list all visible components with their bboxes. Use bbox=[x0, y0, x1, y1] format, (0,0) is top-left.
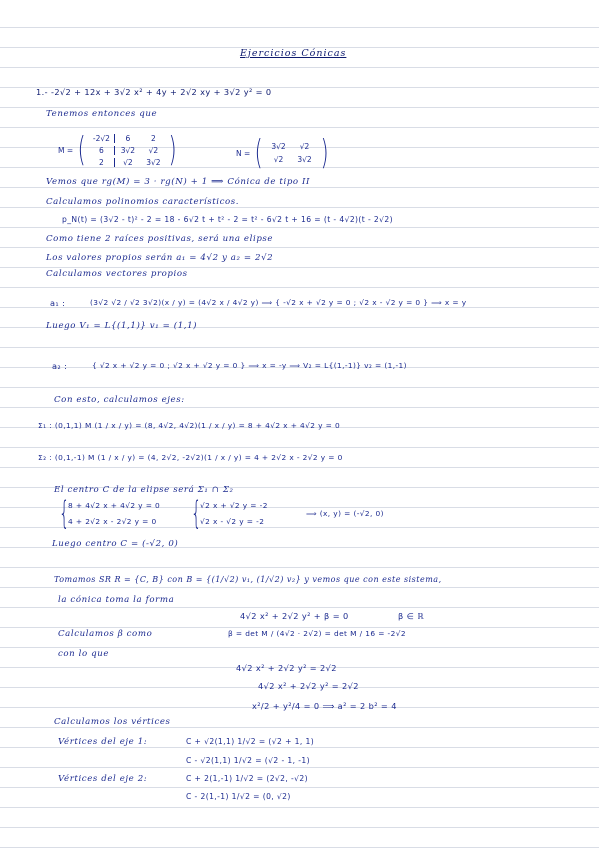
vertices-axis-2-label: Vértices del eje 2: bbox=[58, 774, 148, 784]
text-con-lo-que: con lo que bbox=[58, 649, 110, 659]
matrix-n-label: N = bbox=[236, 148, 251, 158]
matrix-cell: 6 bbox=[99, 145, 104, 155]
vertex-1b: C - √2(1,1) 1/√2 = (√2 - 1, -1) bbox=[186, 756, 310, 765]
equation-step-2: 4√2 x² + 2√2 y² = 2√2 bbox=[258, 681, 359, 691]
notebook-page: Ejercicios Cónicas 1.- -2√2 + 12x + 3√2 x² + 4y + 2√2 xy + 3√2 y² = 0 Tenemos entonces que M = ( -2√2 6 2 6 3√2 √2 2 √2 3√2 ) N = ( 3√2 √2 √2 3√2 ) Vemos que rg(M) = 3 · rg(N) + 1 ⟹ Cónica de tipo II Calculamos polinomios característicos. p_N(t) = (3√2 - t)² - 2 = 18 - 6√2 t + t² - 2 = t² - 6√2 t + 16 = (t - 4√2)(t - 2√2) Como tiene 2 raíces positivas, será una elipse Los valores propios serán a₁ = 4√2 y a₂ = 2√2 Calculamos vectores propios a₁ : (3√2 √2 / √2 3√2)(x / y) = (4√2 x / 4√2 y) ⟹ { -√2 x + √2 y = 0 ; √2 x - √2 y = 0 } ⟹ x = y Luego V₁ = L{(1,1)} v₁ = (1,1) a₂ : { √2 x + √2 y = 0 ; √2 x + √2 y = 0 } ⟹ x = -y ⟹ V₂ = L{(1,-1)} v₂ = (1,-1) Con esto, calculamos ejes: Σ₁ : (0,1,1) M (1 / x / y) = (8, 4√2, 4√2)(1 / x / y) = 8 + 4√2 x + 4√2 y = 0 Σ₂ : (0,1,-1) M (1 / x / y) = (4, 2√2, -2√2)(1 / x / y) = 4 + 2√2 x - 2√2 y = 0 El centro C de la elipse será Σ₁ ∩ Σ₂ { 8 + 4√2 x + 4√2 y = 0 4 + 2√2 x - 2√2 y = 0 { √2 x + √2 y = -2 √2 x - √2 y = -2 ⟹ (x, y) = (-√2, 0) Luego centro C = (-√2, 0) Tomamos SR R = {C, B} con B = {(1/√2) v₁, (1/√2) v₂} y vemos que con este sistema, la cónica toma la forma 4√2 x² + 2√2 y² + β = 0 β ∈ ℝ Calculamos β como β = det M / (4√2 · 2√2) = det M / 16 = -2√2 con lo que 4√2 x² + 2√2 y² = 2√2 4√2 x² + 2√2 y² = 2√2 x²/2 + y²/4 = 0 ⟹ a² = 2 b² = 4 Calculamos los vértices Vértices del eje 1: C + √2(1,1) 1/√2 = (√2 + 1, 1) C - √2(1,1) 1/√2 = (√2 - 1, -1) Vértices del eje 2: C + 2(1,-1) 1/√2 = (2√2, -√2) C - 2(1,-1) 1/√2 = (0, √2) bbox=[0, 0, 599, 848]
system-result: ⟹ (x, y) = (-√2, 0) bbox=[306, 509, 384, 518]
matrix-cell: √2 bbox=[148, 145, 159, 155]
text-tenemos: Tenemos entonces que bbox=[46, 109, 158, 119]
text-calculamos-pol: Calculamos polinomios característicos. bbox=[46, 197, 240, 207]
text-vectores: Calculamos vectores propios bbox=[46, 269, 188, 279]
axis-2-equation: Σ₂ : (0,1,-1) M (1 / x / y) = (4, 2√2, -2√2)(1 / x / y) = 4 + 2√2 x - 2√2 y = 0 bbox=[38, 453, 343, 462]
text-luego-centro: Luego centro C = (-√2, 0) bbox=[52, 539, 179, 549]
system-left-eq: 8 + 4√2 x + 4√2 y = 0 bbox=[68, 501, 161, 510]
matrix-cell: 2 bbox=[99, 157, 104, 167]
a2-label: a₂ : bbox=[52, 361, 68, 371]
text-centro: El centro C de la elipse será Σ₁ ∩ Σ₂ bbox=[54, 485, 234, 495]
matrix-m: M = ( -2√2 6 2 6 3√2 √2 2 √2 3√2 ) bbox=[58, 130, 178, 170]
equation-step-3: x²/2 + y²/4 = 0 ⟹ a² = 2 b² = 4 bbox=[252, 701, 397, 711]
system-mid-eq: √2 x - √2 y = -2 bbox=[200, 517, 265, 526]
matrix-n: N = ( 3√2 √2 √2 3√2 ) bbox=[236, 133, 329, 173]
vertex-2b: C - 2(1,-1) 1/√2 = (0, √2) bbox=[186, 792, 291, 801]
matrix-cell: √2 bbox=[114, 158, 140, 167]
char-polynomial: p_N(t) = (3√2 - t)² - 2 = 18 - 6√2 t + t² - 2 = t² - 6√2 t + 16 = (t - 4√2)(t - 2√2) bbox=[62, 215, 393, 224]
text-la-conica: la cónica toma la forma bbox=[58, 595, 175, 605]
vertex-2a: C + 2(1,-1) 1/√2 = (2√2, -√2) bbox=[186, 774, 308, 783]
axis-1-equation: Σ₁ : (0,1,1) M (1 / x / y) = (8, 4√2, 4√2)(1 / x / y) = 8 + 4√2 x + 4√2 y = 0 bbox=[38, 421, 341, 430]
text-vertices: Calculamos los vértices bbox=[54, 717, 171, 727]
matrix-cell: 2 bbox=[151, 133, 156, 143]
text-calc-beta: Calculamos β como bbox=[58, 629, 153, 639]
matrix-cell: √2 bbox=[273, 155, 284, 164]
reduced-form: 4√2 x² + 2√2 y² + β = 0 bbox=[240, 611, 349, 621]
a1-equation: (3√2 √2 / √2 3√2)(x / y) = (4√2 x / 4√2 y) ⟹ { -√2 x + √2 y = 0 ; √2 x - √2 y = 0 } ⟹ x = y bbox=[90, 298, 467, 307]
vertices-axis-1-label: Vértices del eje 1: bbox=[58, 737, 148, 747]
matrix-n-entries bbox=[266, 142, 318, 164]
a2-equation: { √2 x + √2 y = 0 ; √2 x + √2 y = 0 } ⟹ x = -y ⟹ V₂ = L{(1,-1)} v₂ = (1,-1) bbox=[92, 361, 407, 370]
text-como: Como tiene 2 raíces positivas, será una elipse bbox=[46, 234, 274, 244]
vertex-1a: C + √2(1,1) 1/√2 = (√2 + 1, 1) bbox=[186, 737, 315, 746]
matrix-cell: 6 bbox=[114, 134, 140, 143]
equation-step-1: 4√2 x² + 2√2 y² = 2√2 bbox=[236, 663, 337, 673]
text-vemos: Vemos que rg(M) = 3 · rg(N) + 1 ⟹ Cónica de tipo II bbox=[46, 177, 311, 187]
text-valores: Los valores propios serán a₁ = 4√2 y a₂ = 2√2 bbox=[46, 253, 274, 263]
matrix-m-entries bbox=[88, 134, 166, 167]
matrix-cell: √2 bbox=[299, 142, 310, 151]
beta-domain: β ∈ ℝ bbox=[398, 611, 425, 621]
matrix-cell: -2√2 bbox=[92, 133, 110, 143]
system-mid-eq: √2 x + √2 y = -2 bbox=[200, 501, 268, 510]
page-title: Ejercicios Cónicas bbox=[240, 48, 347, 59]
system-left-eq: 4 + 2√2 x - 2√2 y = 0 bbox=[68, 517, 157, 526]
matrix-cell: 3√2 bbox=[297, 155, 312, 164]
matrix-m-label: M = bbox=[58, 145, 74, 155]
text-luego-v1: Luego V₁ = L{(1,1)} v₁ = (1,1) bbox=[46, 321, 198, 331]
text-tomamos: Tomamos SR R = {C, B} con B = {(1/√2) v₁, (1/√2) v₂} y vemos que con este sistema, bbox=[54, 575, 442, 584]
matrix-cell: 3√2 bbox=[114, 146, 140, 155]
matrix-cell: 3√2 bbox=[271, 142, 286, 151]
matrix-cell: 3√2 bbox=[146, 157, 161, 167]
text-ejes: Con esto, calculamos ejes: bbox=[54, 395, 185, 405]
a1-label: a₁ : bbox=[50, 298, 66, 308]
beta-equation: β = det M / (4√2 · 2√2) = det M / 16 = -2√2 bbox=[228, 629, 406, 638]
exercise-statement: 1.- -2√2 + 12x + 3√2 x² + 4y + 2√2 xy + 3√2 y² = 0 bbox=[36, 87, 272, 97]
